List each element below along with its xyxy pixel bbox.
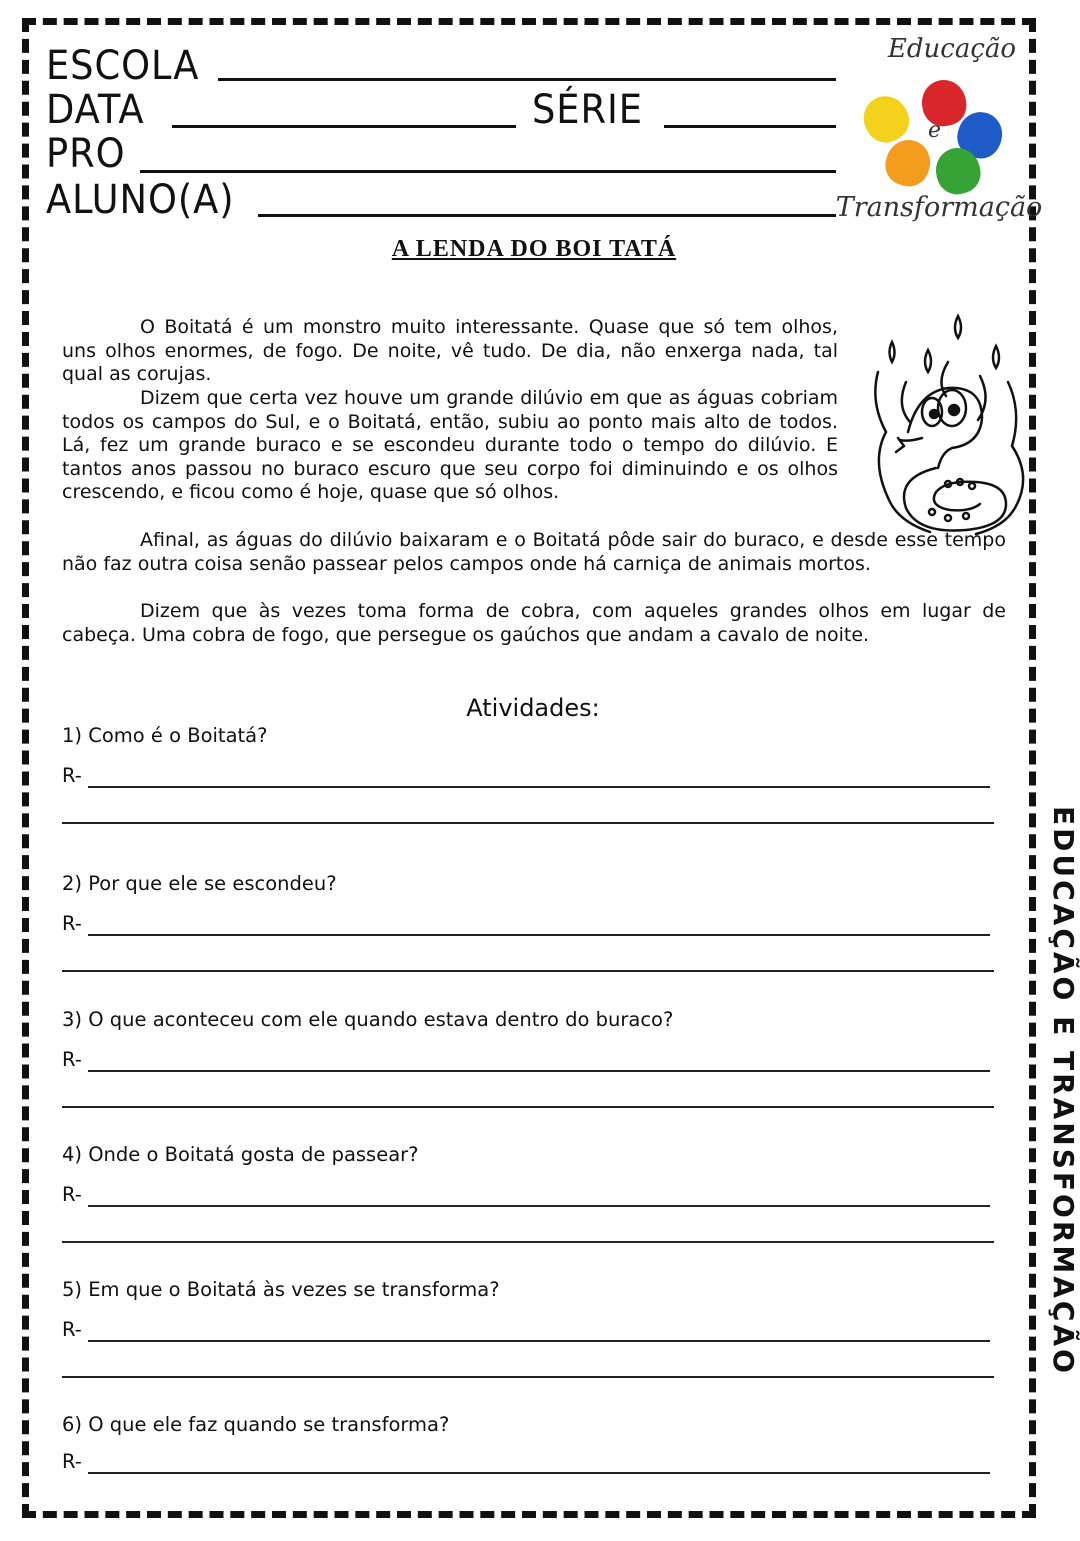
answer-line-5a[interactable]: [88, 1340, 990, 1342]
answer-line-1b[interactable]: [62, 822, 994, 824]
side-banner: EDUCAÇÃO E TRANSFORMAÇÃO: [1047, 806, 1080, 1376]
question-5: 5) Em que o Boitatá às vezes se transforma?: [62, 1278, 500, 1301]
answer-line-3a[interactable]: [88, 1070, 990, 1072]
orange-hand-icon: [881, 135, 935, 191]
answer-line-5b[interactable]: [62, 1376, 994, 1378]
boitata-snake-illustration: [848, 312, 1038, 544]
story-paragraph-2: Dizem que certa vez houve um grande dilúvio em que as águas cobriam todos os campos do Sul, e o Boitatá, então, subiu ao ponto mais alto de todos. Lá, fez um grande buraco e se escondeu durante todo o tempo do dilúvio. E tantos anos passou no buraco escuro que seu corpo foi diminuindo e os olhos crescendo, e ficou como é hoje, quase que só olhos.: [62, 387, 838, 504]
question-4: 4) Onde o Boitatá gosta de passear?: [62, 1143, 419, 1166]
answer-line-1a[interactable]: [88, 786, 990, 788]
story-paragraph-1: O Boitatá é um monstro muito interessante. Quase que só tem olhos, uns olhos enormes, de fogo. De noite, vê tudo. De dia, não enxerga nada, tal qual as corujas.: [62, 316, 838, 386]
logo-top-text: Educação: [887, 34, 1017, 64]
pro-field[interactable]: [140, 170, 836, 173]
answer-line-2b[interactable]: [62, 970, 994, 972]
story-title: A LENDA DO BOI TATÁ: [391, 236, 677, 262]
pro-label: PRO: [46, 131, 126, 177]
escola-label: ESCOLA: [46, 43, 200, 89]
question-2: 2) Por que ele se escondeu?: [62, 872, 337, 895]
story-paragraph-3: Afinal, as águas do dilúvio baixaram e o Boitatá pôde sair do buraco, e desde esse tempo não faz outra coisa senão passear pelos campos onde há carniça de animais mortos.: [62, 529, 1006, 575]
serie-label: SÉRIE: [532, 87, 643, 133]
answer-line-4b[interactable]: [62, 1241, 994, 1243]
answer-line-4a[interactable]: [88, 1205, 990, 1207]
answer-line-3b[interactable]: [62, 1106, 994, 1108]
logo: [832, 34, 1046, 230]
answer-line-2a[interactable]: [88, 934, 990, 936]
answer-prefix-4: R-: [62, 1183, 82, 1206]
data-field[interactable]: [172, 125, 516, 128]
story-paragraph-4: Dizem que às vezes toma forma de cobra, com aqueles grandes olhos em lugar de cabeça. Uma cobra de fogo, que persegue os gaúchos que andam a cavalo de noite.: [62, 600, 1006, 646]
answer-prefix-6: R-: [62, 1450, 82, 1473]
answer-prefix-2: R-: [62, 912, 82, 935]
question-3: 3) O que aconteceu com ele quando estava dentro do buraco?: [62, 1008, 674, 1031]
activities-title: Atividades:: [466, 694, 600, 722]
question-1: 1) Como é o Boitatá?: [62, 724, 268, 747]
answer-line-6a[interactable]: [88, 1472, 990, 1474]
answer-prefix-3: R-: [62, 1048, 82, 1071]
aluno-field[interactable]: [258, 214, 836, 217]
serie-field[interactable]: [664, 125, 836, 128]
escola-field[interactable]: [218, 78, 836, 81]
data-label: DATA: [46, 87, 145, 133]
answer-prefix-1: R-: [62, 764, 82, 787]
logo-middle-text: e: [928, 118, 942, 143]
aluno-label: ALUNO(A): [46, 177, 235, 223]
answer-prefix-5: R-: [62, 1318, 82, 1341]
question-6: 6) O que ele faz quando se transforma?: [62, 1413, 450, 1436]
logo-bottom-text: Transformação: [835, 192, 1043, 223]
